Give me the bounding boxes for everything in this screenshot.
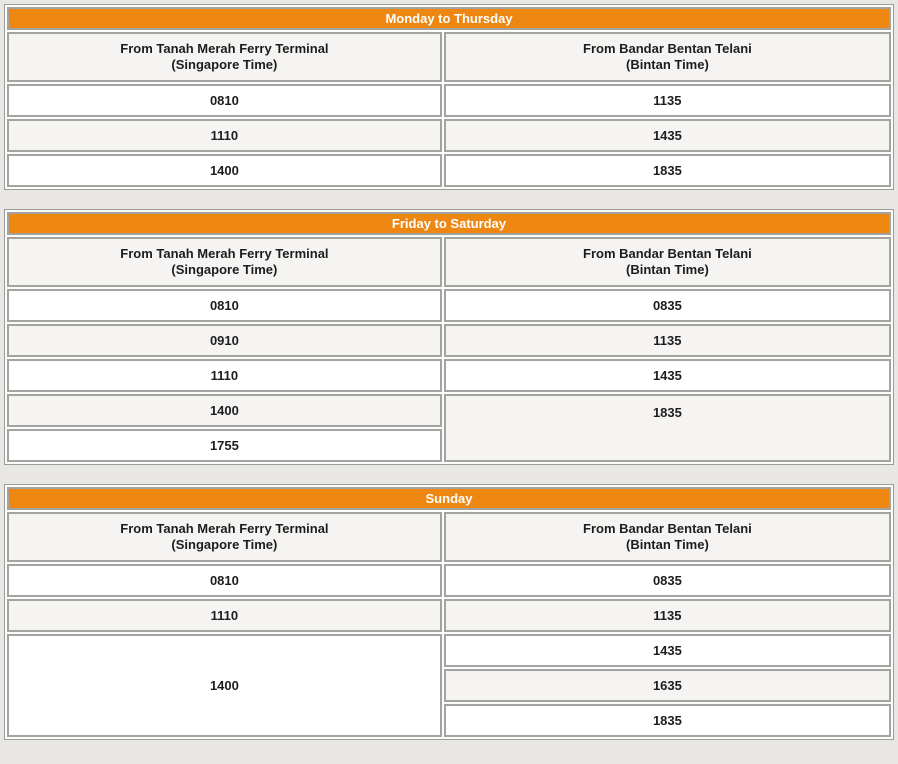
table-row	[7, 599, 891, 632]
column-header-line2: (Singapore Time)	[171, 537, 278, 552]
departure-time-cell: 1135	[444, 599, 891, 632]
column-header-tanah-merah	[7, 32, 442, 82]
departure-time-cell: 1110	[7, 359, 442, 392]
departure-time-cell: 1400	[7, 634, 442, 737]
table-row	[7, 512, 891, 562]
column-header-line1: From Tanah Merah Ferry Terminal	[120, 41, 329, 56]
departure-time-cell: 1835	[444, 154, 891, 187]
table-row	[7, 7, 891, 30]
schedule-table-friday-saturday	[4, 209, 894, 465]
departure-time-cell: 0910	[7, 324, 442, 357]
table-row	[7, 394, 891, 427]
departure-time-cell: 1835	[444, 394, 891, 462]
departure-time-cell: 0810	[7, 564, 442, 597]
table-row	[7, 564, 891, 597]
column-header-line2: (Singapore Time)	[171, 262, 278, 277]
column-header-line1: From Tanah Merah Ferry Terminal	[120, 246, 329, 261]
schedule-table-monday-thursday	[4, 4, 894, 190]
departure-time-cell: 0810	[7, 84, 442, 117]
table-row	[7, 32, 891, 82]
column-header-line1: From Tanah Merah Ferry Terminal	[120, 521, 329, 536]
column-header-line2: (Singapore Time)	[171, 57, 278, 72]
table-row	[7, 84, 891, 117]
departure-time-cell: 1400	[7, 154, 442, 187]
schedule-table-sunday	[4, 484, 894, 740]
departure-time-cell: 1135	[444, 324, 891, 357]
table-row	[7, 324, 891, 357]
table-title: Friday to Saturday	[7, 212, 891, 235]
column-header-tanah-merah	[7, 512, 442, 562]
departure-time-cell: 1135	[444, 84, 891, 117]
table-row	[7, 154, 891, 187]
table-title: Sunday	[7, 487, 891, 510]
column-header-bandar-bentan	[444, 512, 891, 562]
departure-time-cell: 1400	[7, 394, 442, 427]
departure-time-cell: 1435	[444, 634, 891, 667]
column-header-line1: From Bandar Bentan Telani	[583, 41, 752, 56]
column-header-line2: (Bintan Time)	[625, 262, 709, 277]
departure-time-cell: 0835	[444, 289, 891, 322]
column-header-line2: (Bintan Time)	[625, 57, 709, 72]
table-row	[7, 212, 891, 235]
departure-time-cell: 0810	[7, 289, 442, 322]
departure-time-cell: 1110	[7, 599, 442, 632]
table-row	[7, 487, 891, 510]
departure-time-cell: 1835	[444, 704, 891, 737]
table-row	[7, 119, 891, 152]
table-row	[7, 237, 891, 287]
departure-time-cell: 0835	[444, 564, 891, 597]
table-row	[7, 634, 891, 667]
column-header-tanah-merah	[7, 237, 442, 287]
column-header-line1: From Bandar Bentan Telani	[583, 521, 752, 536]
table-title: Monday to Thursday	[7, 7, 891, 30]
departure-time-cell: 1435	[444, 119, 891, 152]
column-header-bandar-bentan	[444, 32, 891, 82]
departure-time-cell: 1635	[444, 669, 891, 702]
table-row	[7, 359, 891, 392]
column-header-line1: From Bandar Bentan Telani	[583, 246, 752, 261]
column-header-bandar-bentan	[444, 237, 891, 287]
table-row	[7, 289, 891, 322]
departure-time-cell: 1755	[7, 429, 442, 462]
departure-time-cell: 1110	[7, 119, 442, 152]
column-header-line2: (Bintan Time)	[625, 537, 709, 552]
departure-time-cell: 1435	[444, 359, 891, 392]
